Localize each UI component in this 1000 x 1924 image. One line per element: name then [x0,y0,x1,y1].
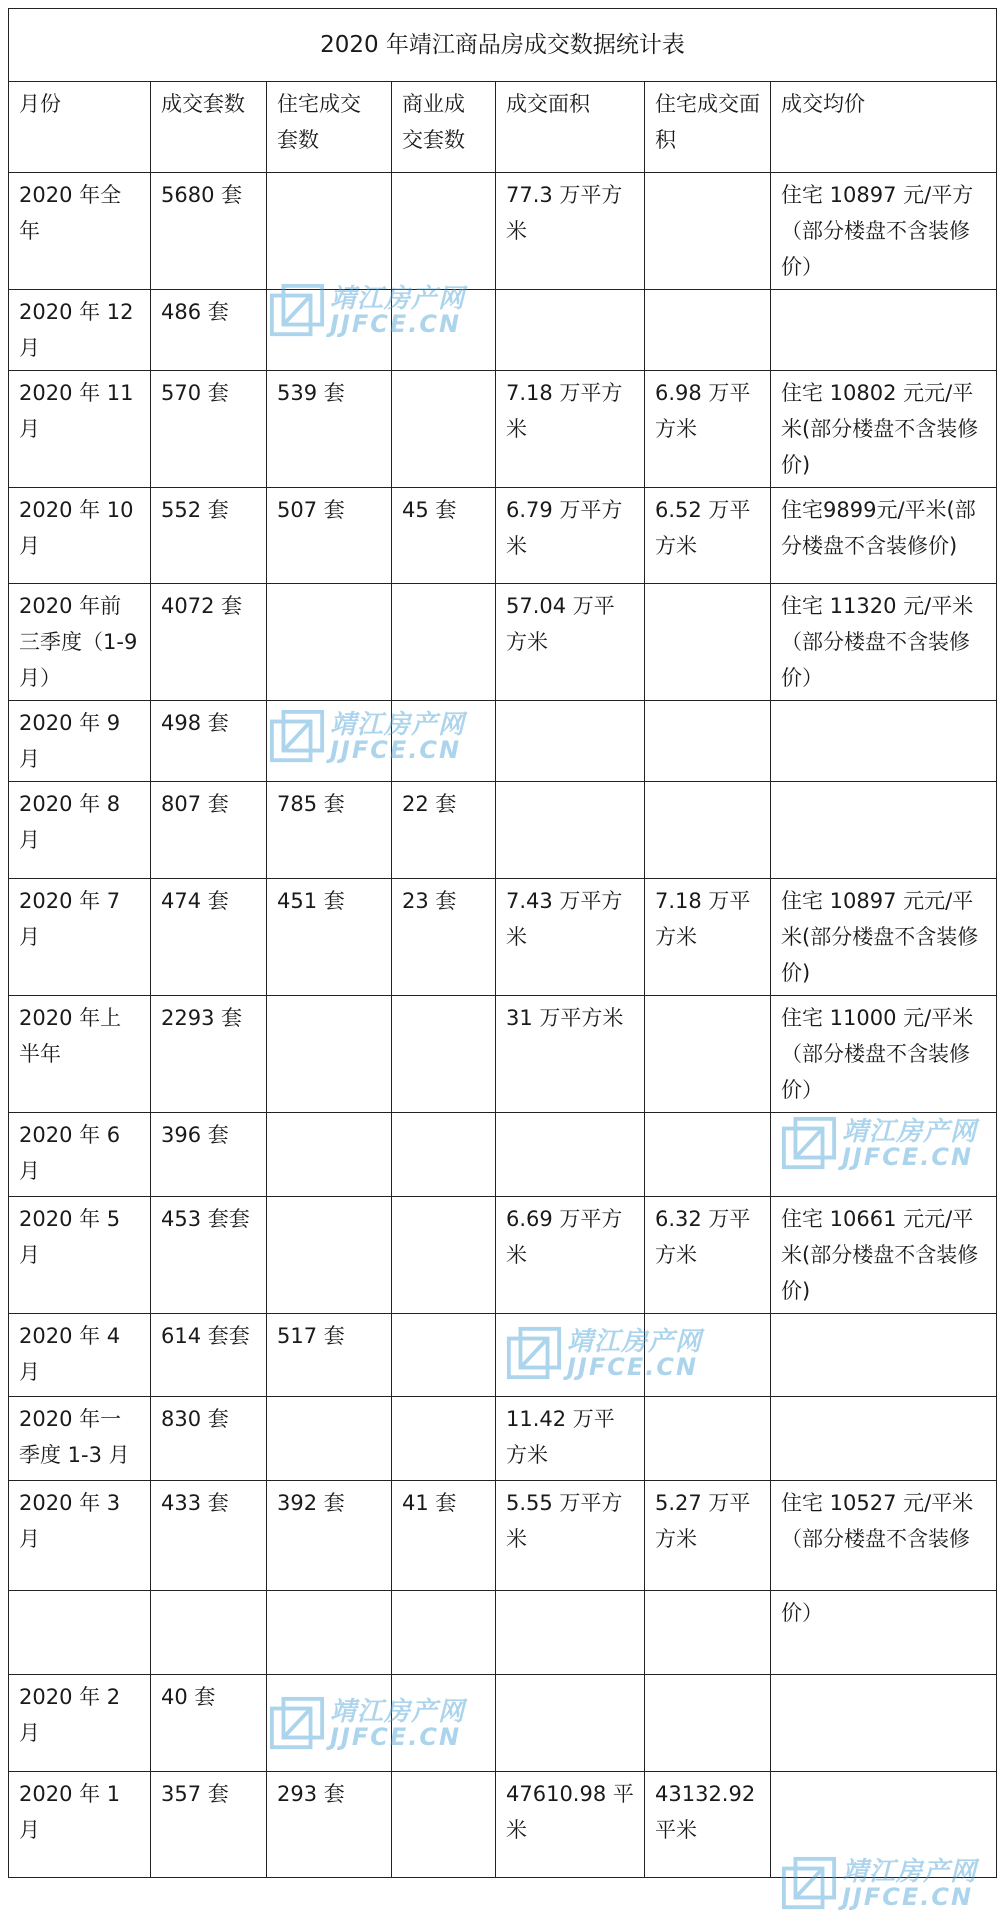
cell-residential-units: 392 套 [267,1481,392,1591]
header-residential-area: 住宅成交面积 [645,82,771,173]
watermark-cn-text: 靖江房产网 [842,1117,978,1147]
cell-total-units: 4072 套 [151,584,267,701]
cell-month: 2020 年 6 月 [9,1113,151,1197]
cell-total-units: 5680 套 [151,173,267,290]
cell-residential-units [267,1591,392,1675]
table-title: 2020 年靖江商品房成交数据统计表 [9,9,997,82]
cell-total-units: 40 套 [151,1675,267,1772]
cell-total-area: 31 万平方米 [496,996,645,1113]
cell-commercial-units [392,290,496,371]
cell-residential-area: 6.98 万平方米 [645,371,771,488]
table-row [9,879,997,996]
cell-commercial-units [392,1113,496,1197]
table-row [9,371,997,488]
cell-total-units: 614 套套 [151,1314,267,1397]
cell-residential-units: 293 套 [267,1772,392,1878]
cell-month: 2020 年前三季度（1-9月） [9,584,151,701]
cell-residential-area [645,782,771,879]
cell-residential-area: 6.52 万平方米 [645,488,771,584]
cell-commercial-units [392,701,496,782]
table-row [9,173,997,290]
watermark-cn-text: 靖江房产网 [842,1857,978,1887]
table-header-row [9,82,997,173]
table-title-row [9,9,997,82]
cell-total-units: 2293 套 [151,996,267,1113]
watermark-cn-text: 靖江房产网 [330,284,466,314]
cell-residential-units [267,1197,392,1314]
cell-month: 2020 年 1 月 [9,1772,151,1878]
cell-month: 2020 年 3 月 [9,1481,151,1591]
cell-residential-units [267,701,392,782]
watermark-en-text: JJFCE.CN [842,1143,974,1171]
document-page [8,8,996,1878]
watermark-en-text: JJFCE.CN [330,736,462,764]
cell-total-area: 77.3 万平方米 [496,173,645,290]
table-row [9,584,997,701]
cell-residential-area [645,1591,771,1675]
cell-residential-units [267,1675,392,1772]
cell-commercial-units [392,371,496,488]
cell-month: 2020 年一季度 1-3 月 [9,1397,151,1481]
cell-avg-price: 住宅 10527 元/平米（部分楼盘不含装修 [771,1481,997,1591]
cell-commercial-units [392,584,496,701]
cell-total-units: 433 套 [151,1481,267,1591]
header-month: 月份 [9,82,151,173]
table-row [9,996,997,1113]
header-total-area: 成交面积 [496,82,645,173]
cell-residential-area [645,584,771,701]
cell-total-area: 57.04 万平方米 [496,584,645,701]
cell-total-area: 6.79 万平方米 [496,488,645,584]
cell-residential-area [645,173,771,290]
cell-residential-area: 6.32 万平方米 [645,1197,771,1314]
cell-total-units: 807 套 [151,782,267,879]
cell-total-units [151,1591,267,1675]
cell-residential-units [267,584,392,701]
cell-month: 2020 年上半年 [9,996,151,1113]
cell-avg-price: 住宅 10661 元元/平米(部分楼盘不含装修价) [771,1197,997,1314]
cell-total-units: 396 套 [151,1113,267,1197]
cell-avg-price: 住宅9899元/平米(部分楼盘不含装修价) [771,488,997,584]
header-residential-units: 住宅成交套数 [267,82,392,173]
cell-residential-units: 507 套 [267,488,392,584]
cell-avg-price [771,701,997,782]
cell-total-units: 498 套 [151,701,267,782]
cell-residential-units: 539 套 [267,371,392,488]
table-row [9,701,997,782]
cell-commercial-units [392,1591,496,1675]
cell-total-area: 7.18 万平方米 [496,371,645,488]
cell-month: 2020 年 4 月 [9,1314,151,1397]
cell-commercial-units: 41 套 [392,1481,496,1591]
cell-commercial-units: 22 套 [392,782,496,879]
cell-total-area [496,1113,645,1197]
cell-avg-price [771,1772,997,1878]
cell-total-units: 453 套套 [151,1197,267,1314]
cell-avg-price [771,1675,997,1772]
cell-total-area [496,290,645,371]
watermark-cn-text: 靖江房产网 [330,710,466,740]
watermark-en-text: JJFCE.CN [330,310,462,338]
cell-avg-price [771,290,997,371]
cell-total-area: 7.43 万平方米 [496,879,645,996]
cell-total-units: 552 套 [151,488,267,584]
cell-total-units: 486 套 [151,290,267,371]
cell-avg-price [771,1314,997,1397]
cell-residential-units: 517 套 [267,1314,392,1397]
cell-month: 2020 年 2 月 [9,1675,151,1772]
table-row [9,290,997,371]
table-row [9,1591,997,1675]
cell-residential-units: 785 套 [267,782,392,879]
cell-residential-area [645,290,771,371]
watermark-en-text: JJFCE.CN [567,1353,699,1381]
cell-month: 2020 年 12 月 [9,290,151,371]
cell-avg-price: 住宅 11320 元/平米（部分楼盘不含装修价） [771,584,997,701]
cell-avg-price: 价） [771,1591,997,1675]
cell-month: 2020 年 9 月 [9,701,151,782]
cell-total-units: 357 套 [151,1772,267,1878]
cell-residential-area: 43132.92 平米 [645,1772,771,1878]
cell-residential-area: 7.18 万平方米 [645,879,771,996]
cell-total-area [496,1314,645,1397]
cell-month: 2020 年 10 月 [9,488,151,584]
cell-residential-area: 5.27 万平方米 [645,1481,771,1591]
watermark-en-text: JJFCE.CN [330,1723,462,1751]
cell-residential-area [645,996,771,1113]
table-row [9,1197,997,1314]
cell-total-area: 47610.98 平米 [496,1772,645,1878]
cell-commercial-units: 45 套 [392,488,496,584]
cell-avg-price [771,1113,997,1197]
cell-residential-area [645,701,771,782]
watermark-cn-text: 靖江房产网 [330,1697,466,1727]
header-total-units: 成交套数 [151,82,267,173]
cell-commercial-units [392,1675,496,1772]
cell-residential-units: 451 套 [267,879,392,996]
cell-month: 2020 年全年 [9,173,151,290]
cell-residential-units [267,1397,392,1481]
cell-total-units: 830 套 [151,1397,267,1481]
cell-residential-units [267,996,392,1113]
cell-residential-area [645,1675,771,1772]
cell-residential-area [645,1314,771,1397]
table-body [9,173,997,1878]
cell-avg-price: 住宅 10897 元元/平米(部分楼盘不含装修价) [771,879,997,996]
cell-total-area [496,701,645,782]
watermark-en-text: JJFCE.CN [842,1883,974,1911]
watermark-cn-text: 靖江房产网 [567,1327,703,1357]
cell-commercial-units [392,1397,496,1481]
cell-commercial-units [392,173,496,290]
table-row [9,1314,997,1397]
header-commercial-units: 商业成交套数 [392,82,496,173]
cell-total-units: 474 套 [151,879,267,996]
table-row [9,1397,997,1481]
table-row [9,1772,997,1878]
cell-avg-price [771,1397,997,1481]
cell-avg-price [771,782,997,879]
cell-month: 2020 年 11 月 [9,371,151,488]
cell-total-area [496,782,645,879]
cell-residential-units [267,1113,392,1197]
cell-commercial-units [392,1197,496,1314]
cell-commercial-units [392,996,496,1113]
cell-avg-price: 住宅 10897 元/平方（部分楼盘不含装修价） [771,173,997,290]
table-row [9,1675,997,1772]
cell-residential-area [645,1397,771,1481]
cell-commercial-units [392,1772,496,1878]
table-row [9,488,997,584]
cell-residential-units [267,173,392,290]
cell-month: 2020 年 7 月 [9,879,151,996]
cell-month: 2020 年 5 月 [9,1197,151,1314]
cell-commercial-units [392,1314,496,1397]
cell-avg-price: 住宅 10802 元元/平米(部分楼盘不含装修价) [771,371,997,488]
cell-total-area [496,1675,645,1772]
data-table [8,8,997,1878]
header-avg-price: 成交均价 [771,82,997,173]
cell-residential-units [267,290,392,371]
cell-commercial-units: 23 套 [392,879,496,996]
cell-total-area: 11.42 万平方米 [496,1397,645,1481]
cell-total-units: 570 套 [151,371,267,488]
table-row [9,1481,997,1591]
cell-month: 2020 年 8 月 [9,782,151,879]
cell-month [9,1591,151,1675]
table-row [9,782,997,879]
cell-total-area: 5.55 万平方米 [496,1481,645,1591]
table-row [9,1113,997,1197]
cell-total-area: 6.69 万平方米 [496,1197,645,1314]
cell-residential-area [645,1113,771,1197]
cell-total-area [496,1591,645,1675]
cell-avg-price: 住宅 11000 元/平米（部分楼盘不含装修价） [771,996,997,1113]
